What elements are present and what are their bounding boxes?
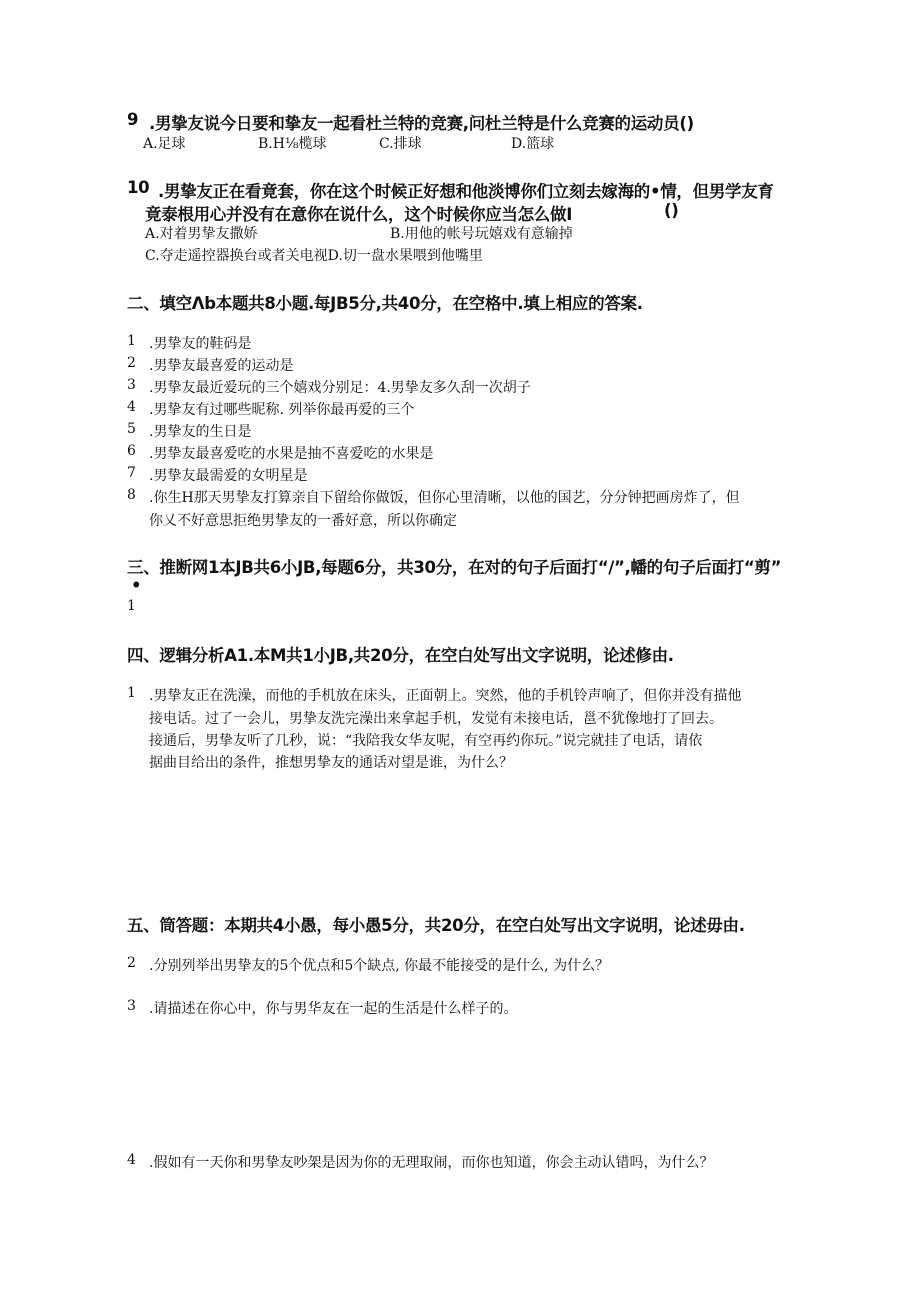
fill-item-text: .男挚友最喜爱吃的水果是抽不喜爱吃的水果是 [149,446,434,462]
fill-item-text: .你生H那天男挚友打算亲自下留给你做饭，但你心里清晰，以他的国艺，分分钟把画房炸了，但 [149,490,740,506]
question-10-number: 10 [127,178,150,197]
q9-option-d: D.篮球 [511,136,555,152]
fill-item-text: .男挚友最喜爱的运动是 [149,358,294,374]
essay-question-3 [127,998,517,1018]
question-9-number: 9 [127,110,139,129]
section-4-item-line1: .男挚友正在洗澡，而他的手机放在床头，正面朝上。突然，他的手机铃声响了，但你并没有描他 [149,688,742,704]
question-10-text-line2: 竟泰根用心并没有在意你在说什么，这个时候你应当怎么做I [145,205,573,224]
essay-question-number: 2 [127,955,136,971]
fill-item-number: 7 [127,465,136,481]
fill-item-1 [127,333,251,353]
fill-item-number: 8 [127,487,136,503]
q10-option-b: B.用他的帐号玩嬉戏有意输掉 [390,226,573,242]
q9-option-c: C.排球 [379,136,422,152]
fill-item-text: .男挚友有过哪些昵称. 列举你最再爱的三个 [149,402,415,418]
q10-option-c-d: C.夺走遥控器换台或者关电视D.切一盘水果喂到他嘴里 [145,248,483,264]
question-9 [127,110,694,134]
fill-item-5 [127,421,251,441]
fill-item-number: 1 [127,333,136,349]
fill-item-6 [127,443,433,463]
fill-item-8-line2: 你乂不好意思拒绝男挚友的一番好意，所以你确定 [149,513,457,529]
fill-item-text: .男挚友最近爱玩的三个嬉戏分别足：4.男挚友多久刮一次胡子 [149,380,531,396]
q10-option-a: A.对着男挚友撒娇 [145,226,258,242]
fill-item-text: .男挚友最需爱的女明星是 [149,468,308,484]
section-4-item-line3: 接通后，男挚友听了几秒，说：“我陪我女华友呢，有空再约你玩。”说完就挂了电话，请依 [149,733,703,749]
fill-item-text: .男挚友的鞋码是 [149,336,252,352]
essay-question-2 [127,955,609,975]
section-2-heading: 二、填空Λb本题共8小题.每JB5分,共40分，在空格中.填上相应的答案. [127,294,643,313]
q9-option-a: A.足球 [143,136,186,152]
fill-item-8 [127,487,740,507]
section-3-heading: 三、推断网1本JB共6小JB,每题6分，共30分，在对的句子后面打“/”,幡的句子后面打“剪” [127,558,782,577]
fill-item-number: 5 [127,421,136,437]
section-4-item-line4: 据曲目给出的条件，推想男挚友的通话对望是谁，为什么？ [149,755,513,771]
fill-item-number: 3 [127,377,136,393]
fill-item-number: 4 [127,399,136,415]
question-9-text: .男挚友说今日要和挚友一起看杜兰特的竞赛,问杜兰特是什么竞赛的运动员() [149,114,694,133]
section-4-item-line2: 接电话。过了一会儿，男挚友洗完澡出来拿起手机，发觉有未接电话，邕不犹像地打了回去。 [149,711,723,727]
essay-question-number: 3 [127,998,136,1014]
question-10-line1 [127,178,774,202]
fill-item-number: 2 [127,355,136,371]
fill-item-number: 6 [127,443,136,459]
essay-question-text: .请描述在你心中，你与男华友在一起的生活是什么样子的。 [149,1001,518,1017]
essay-question-number: 4 [127,1152,136,1168]
section-3-heading-tail: • [131,576,142,595]
section-3-item-1: 1 [127,598,136,614]
essay-question-text: .假如有一天你和男挚友吵架是因为你的无理取闹，而你也知道，你会主动认错吗，为什么？ [149,1155,714,1171]
question-10-answer-paren: () [664,201,679,220]
fill-item-4 [127,399,414,419]
section-4-item-number: 1 [127,685,136,701]
section-4-heading: 四、逻辑分析A1.本M共1小JB,共20分，在空白处写出文字说明，论述修由. [127,646,674,665]
fill-item-text: .男挚友的生日是 [149,424,252,440]
fill-item-3 [127,377,531,397]
essay-question-text: .分别列举出男挚友的5个优点和5个缺点, 你最不能接受的是什么, 为什么？ [149,958,610,974]
fill-item-2 [127,355,293,375]
q9-option-b: B.H⅛榄球 [258,136,327,152]
fill-item-7 [127,465,307,485]
section-5-heading: 五、筒答题：本期共4小愚，每小愚5分，共20分，在空白处写出文字说明，论述毋由. [127,916,745,935]
question-10-text-line1: .男挚友正在看竟套，你在这个时候正好想和他淡博你们立刻去嫁海的•情，但男学友育 [158,182,774,201]
essay-question-4 [127,1152,713,1172]
